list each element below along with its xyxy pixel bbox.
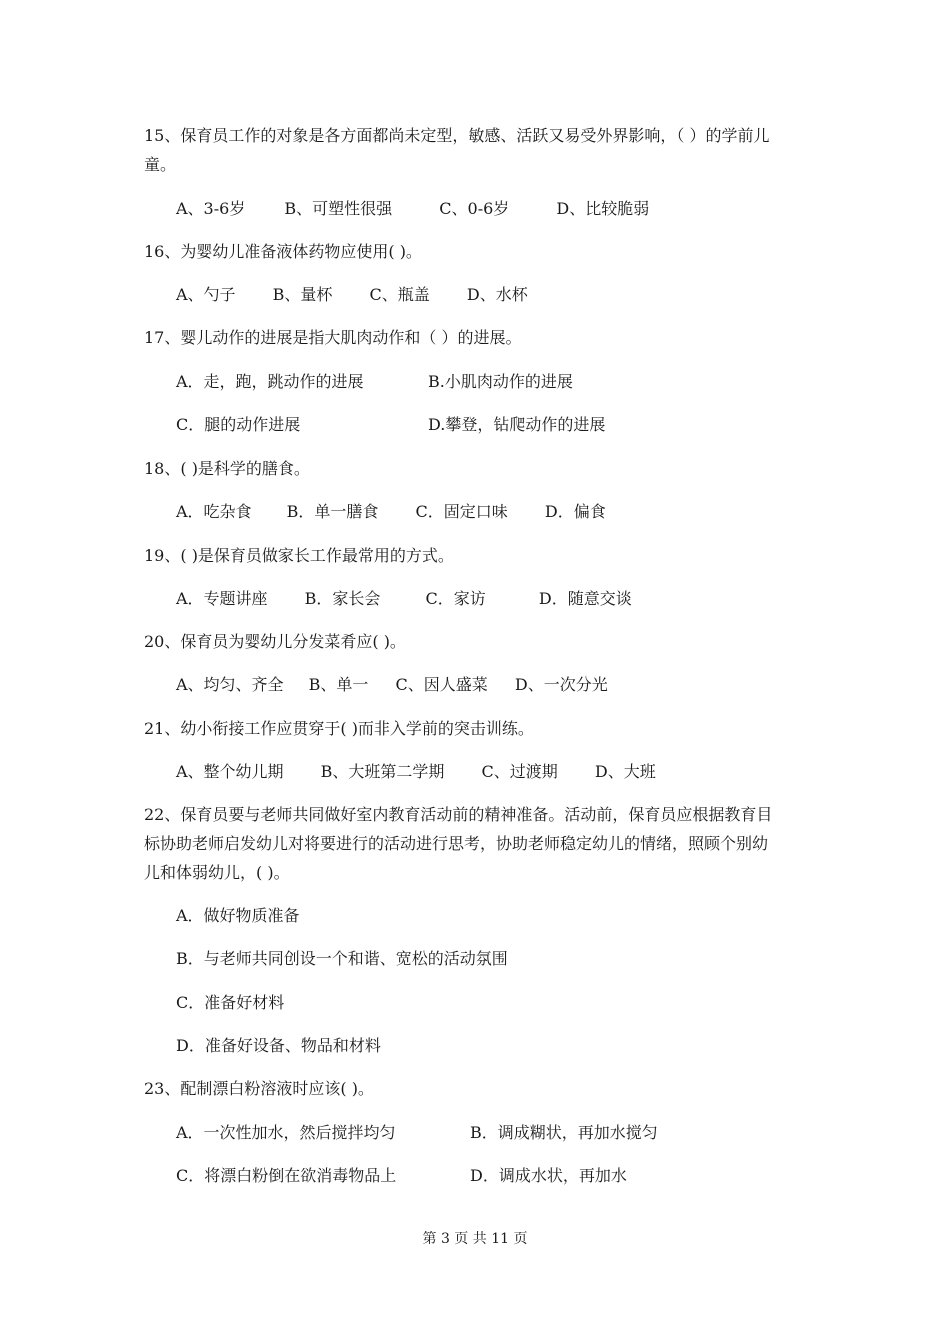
question-23-option-b: B．调成糊状，再加水搅匀 [470, 1123, 658, 1142]
option-b: B、大班第二学期 [320, 762, 445, 781]
option-b: B．单一膳食 [286, 502, 379, 521]
option-b: B．家长会 [304, 589, 381, 608]
question-23: 23、配制漂白粉溶液时应该( )。 [144, 1079, 374, 1098]
question-22-option-c: C．准备好材料 [176, 993, 285, 1012]
question-16-options [176, 285, 528, 305]
question-22-line-1: 22、保育员要与老师共同做好室内教育活动前的精神准备。活动前，保育员应根据教育目 [144, 805, 773, 824]
question-22-option-b: B．与老师共同创设一个和谐、宽松的活动氛围 [176, 949, 508, 968]
question-23-option-c: C．将漂白粉倒在欲消毒物品上 [176, 1166, 397, 1185]
option-c: C、因人盛菜 [395, 675, 488, 694]
option-c: C、瓶盖 [369, 285, 430, 304]
option-b: B、可塑性很强 [284, 199, 393, 218]
question-19: 19、( )是保育员做家长工作最常用的方式。 [144, 546, 454, 565]
option-d: D．随意交谈 [538, 589, 632, 608]
option-c: C．家访 [425, 589, 486, 608]
question-17-option-d: D.攀登，钻爬动作的进展 [428, 415, 606, 434]
question-17-option-b: B.小肌肉动作的进展 [428, 372, 573, 391]
question-21: 21、幼小衔接工作应贯穿于( )而非入学前的突击训练。 [144, 719, 534, 738]
option-c: C．固定口味 [415, 502, 508, 521]
option-b: B、单一 [308, 675, 369, 694]
question-20: 20、保育员为婴幼儿分发菜肴应( )。 [144, 632, 406, 651]
question-19-options [176, 589, 632, 609]
option-a: A．吃杂食 [176, 502, 252, 521]
question-23-option-a: A．一次性加水，然后搅拌均匀 [176, 1123, 396, 1142]
question-22-option-d: D．准备好设备、物品和材料 [176, 1036, 381, 1055]
question-17-option-c: C．腿的动作进展 [176, 415, 301, 434]
option-a: A、勺子 [176, 285, 236, 304]
question-22-line-3: 儿和体弱幼儿，( )。 [144, 863, 290, 882]
question-18-options [176, 502, 606, 522]
option-d: D、比较脆弱 [556, 199, 650, 218]
question-15-line-2: 童。 [144, 155, 177, 174]
option-b: B、量杯 [272, 285, 333, 304]
question-17-option-a: A．走，跑，跳动作的进展 [176, 372, 364, 391]
option-c: C、0-6岁 [439, 199, 510, 218]
option-c: C、过渡期 [481, 762, 558, 781]
option-d: D．偏食 [544, 502, 606, 521]
question-23-option-d: D．调成水状，再加水 [470, 1166, 627, 1185]
question-17: 17、婴儿动作的进展是指大肌肉动作和（ ）的进展。 [144, 328, 522, 347]
option-a: A．专题讲座 [176, 589, 268, 608]
option-d: D、水杯 [466, 285, 528, 304]
question-22-option-a: A．做好物质准备 [176, 906, 300, 925]
question-18: 18、( )是科学的膳食。 [144, 459, 310, 478]
question-22-line-2: 标协助老师启发幼儿对将要进行的活动进行思考，协助老师稳定幼儿的情绪，照顾个别幼 [144, 834, 769, 853]
option-a: A、3-6岁 [176, 199, 246, 218]
question-15-options [176, 199, 649, 219]
question-21-options [176, 762, 656, 782]
option-d: D、一次分光 [514, 675, 608, 694]
option-d: D、大班 [594, 762, 656, 781]
option-a: A、整个幼儿期 [176, 762, 284, 781]
question-20-options [176, 675, 608, 695]
question-15-line-1: 15、保育员工作的对象是各方面都尚未定型，敏感、活跃又易受外界影响，（ ）的学前儿 [144, 126, 770, 145]
page-number-footer: 第 3 页 共 11 页 [422, 1231, 528, 1247]
option-a: A、均匀、齐全 [176, 675, 284, 694]
question-16: 16、为婴幼儿准备液体药物应使用( )。 [144, 242, 422, 261]
